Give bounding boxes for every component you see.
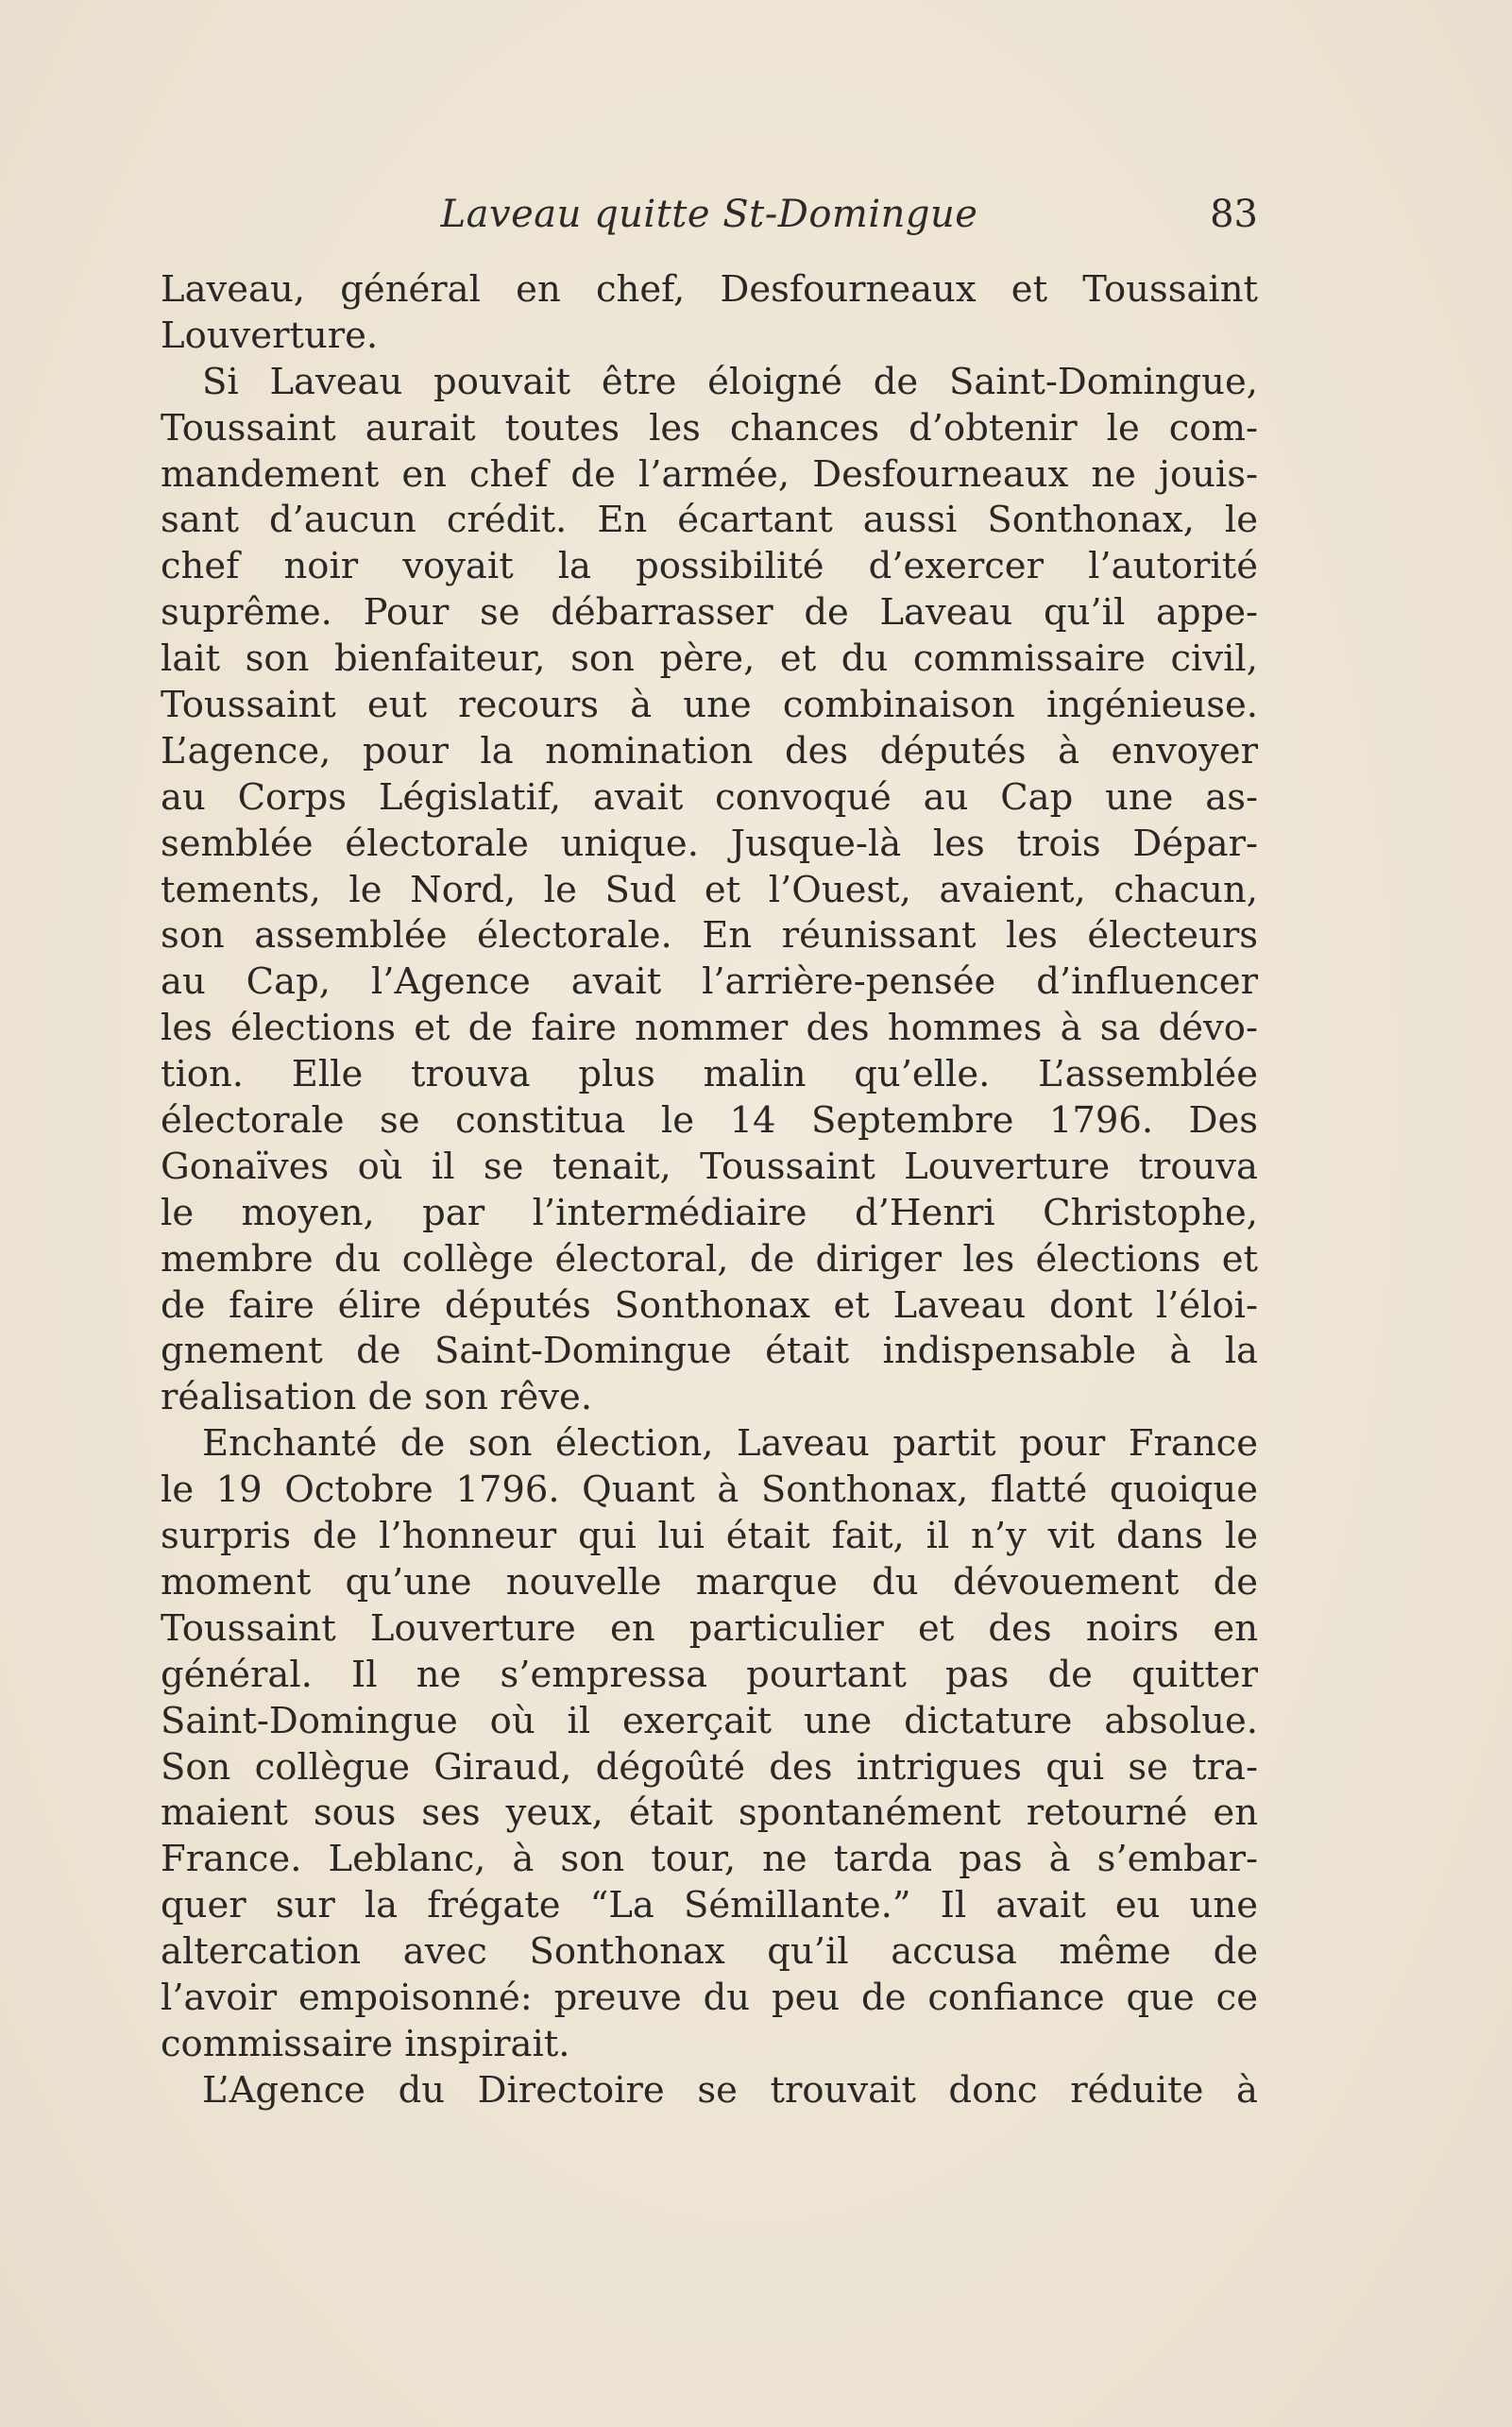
text-line: Louverture. [161, 314, 379, 357]
text-line: général. Il ne s’empressa pourtant pas de quitter [161, 1653, 1258, 1696]
text-line: au Corps Législatif, avait convoqué au Cap une as- [161, 775, 1258, 819]
text-line: mandement en chef de l’armée, Desfourneaux ne jouis- [161, 452, 1258, 496]
page-number: 83 [1210, 193, 1258, 236]
text-line: sant d’aucun crédit. En écartant aussi Sonthonax, le [161, 499, 1258, 542]
text-line: France. Leblanc, à son tour, ne tarda pas à s’embar- [161, 1838, 1258, 1881]
text-line: semblée électorale unique. Jusque-là les trois Dépar- [161, 822, 1258, 865]
text-line: tion. Elle trouva plus malin qu’elle. L’assemblée [161, 1053, 1258, 1096]
text-line: Saint-Domingue où il exerçait une dictature absolue. [161, 1699, 1258, 1742]
text-line: son assemblée électorale. En réunissant les électeurs [161, 914, 1258, 958]
text-line: gnement de Saint-Domingue était indispensable à la [161, 1330, 1258, 1373]
text-line: le moyen, par l’intermédiaire d’Henri Christophe, [161, 1191, 1258, 1234]
text-line: quer sur la frégate “La Sémillante.” Il avait eu une [161, 1884, 1258, 1927]
text-line: les élections et de faire nommer des hommes à sa dévo- [161, 1007, 1258, 1050]
text-line: au Cap, l’Agence avait l’arrière-pensée d’influencer [161, 960, 1258, 1004]
text-line: électorale se constitua le 14 Septembre 1796. Des [161, 1099, 1258, 1143]
text-line: lait son bienfaiteur, son père, et du commissaire civil, [161, 637, 1258, 681]
text-line: le 19 Octobre 1796. Quant à Sonthonax, flatté quoique [161, 1468, 1258, 1512]
text-line: moment qu’une nouvelle marque du dévouement de [161, 1560, 1258, 1604]
text-line: membre du collège électoral, de diriger les élections et [161, 1237, 1258, 1281]
text-line: Si Laveau pouvait être éloigné de Saint-Domingue, [202, 360, 1258, 403]
text-line: surpris de l’honneur qui lui était fait, il n’y vit dans le [161, 1515, 1258, 1558]
text-line: L’agence, pour la nomination des députés à envoyer [161, 729, 1258, 772]
text-line: Gonaïves où il se tenait, Toussaint Louverture trouva [161, 1145, 1258, 1188]
text-line: Laveau, général en chef, Desfourneaux et Toussaint [161, 268, 1258, 311]
text-line: maient sous ses yeux, était spontanément retourné en [161, 1791, 1258, 1835]
text-line: Son collègue Giraud, dégoûté des intrigues qui se tra- [161, 1745, 1258, 1789]
running-title: Laveau quitte St-Domingue [440, 193, 978, 236]
text-line: altercation avec Sonthonax qu’il accusa même de [161, 1930, 1258, 1974]
text-line: réalisation de son rêve. [161, 1376, 593, 1419]
text-line: L’Agence du Directoire se trouvait donc réduite à [202, 2068, 1258, 2112]
text-line: suprême. Pour se débarrasser de Laveau qu’il appe- [161, 591, 1258, 635]
body-text [161, 267, 1258, 2114]
text-line: Toussaint aurait toutes les chances d’obtenir le com- [161, 406, 1258, 450]
text-line: commissaire inspirait. [161, 2022, 570, 2065]
page-header [161, 193, 1258, 249]
text-line: de faire élire députés Sonthonax et Laveau dont l’éloi- [161, 1283, 1258, 1327]
text-line: Enchanté de son élection, Laveau partit pour France [202, 1422, 1258, 1466]
text-line: tements, le Nord, le Sud et l’Ouest, avaient, chacun, [161, 868, 1258, 911]
text-line: Toussaint Louverture en particulier et des noirs en [161, 1606, 1258, 1650]
text-line: l’avoir empoisonné: preuve du peu de confiance que ce [161, 1976, 1258, 2019]
text-line: Toussaint eut recours à une combinaison ingénieuse. [161, 684, 1258, 727]
text-line: chef noir voyait la possibilité d’exercer l’autorité [161, 545, 1258, 588]
